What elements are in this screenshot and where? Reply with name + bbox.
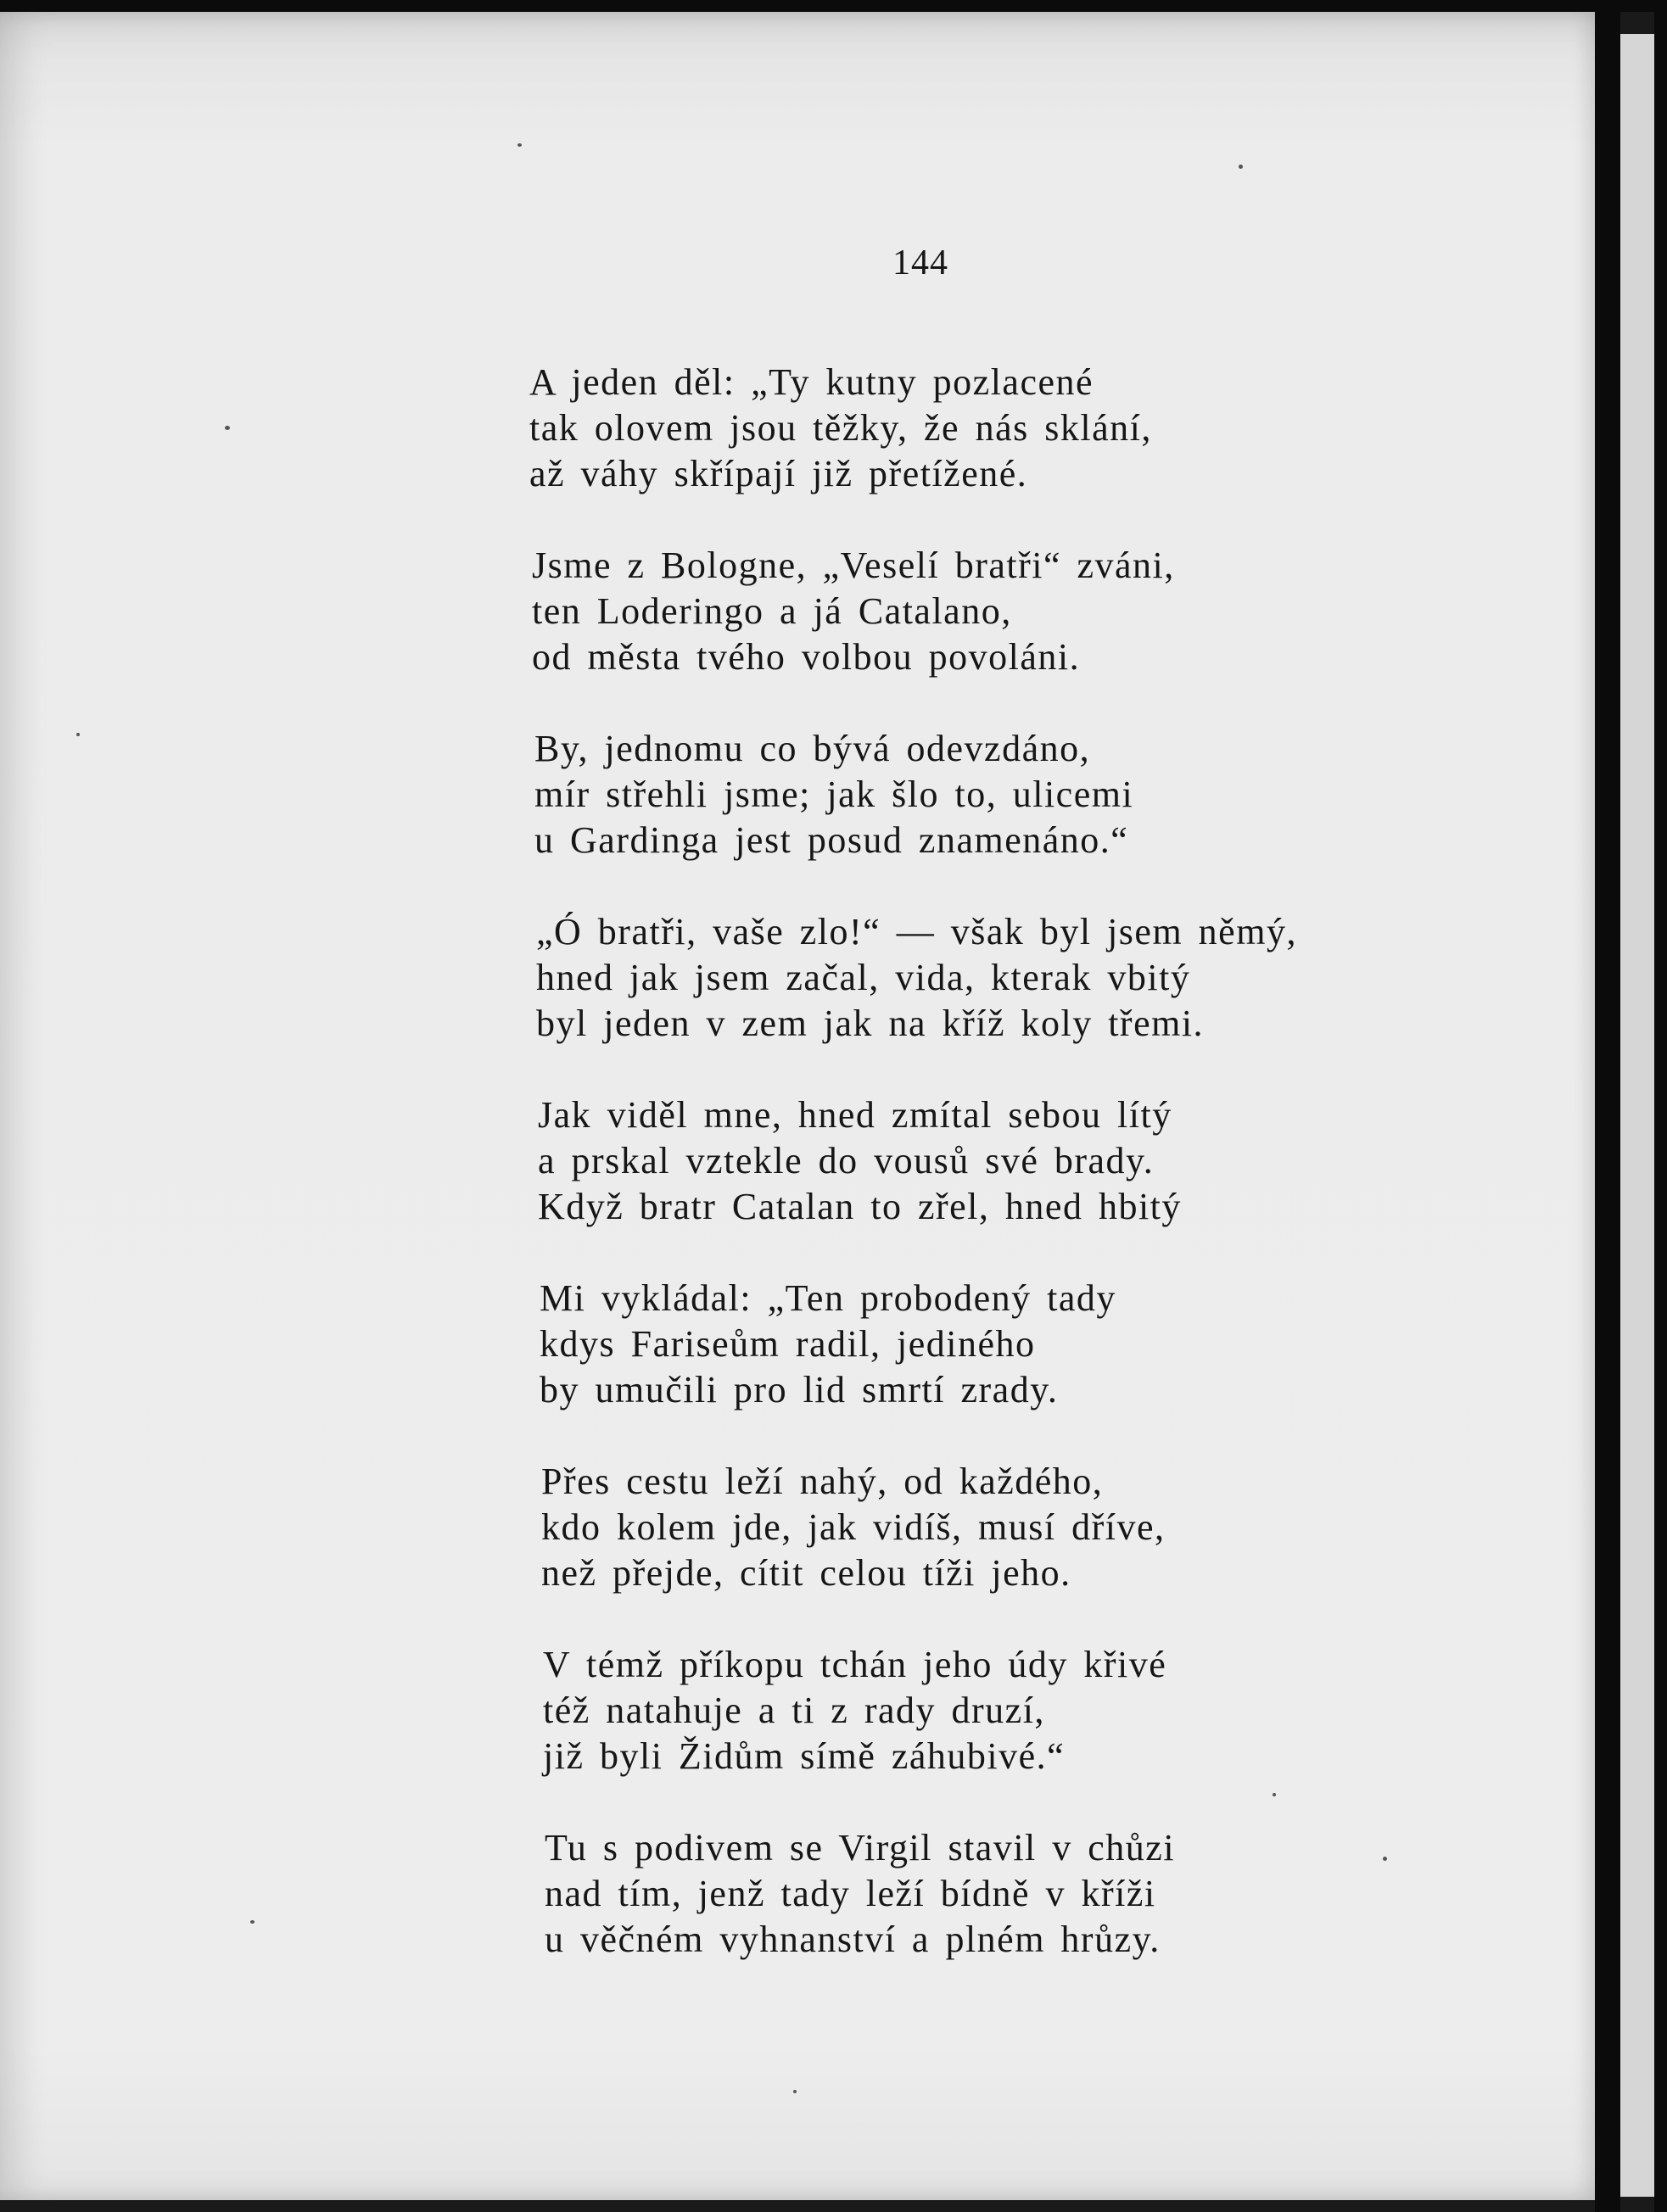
- verse-line: nad tím, jenž tady leží bídně v kříži: [545, 1873, 1156, 1914]
- verse-line: a prskal vztekle do vousů své brady.: [538, 1140, 1155, 1181]
- verse-line: Když bratr Catalan to zřel, hned hbitý: [538, 1186, 1182, 1227]
- verse-line: tak olovem jsou těžky, že nás sklání,: [529, 407, 1152, 449]
- verse-line: „Ó bratři, vaše zlo!“ — však byl jsem němý,: [536, 911, 1297, 952]
- verse-line: u věčném vyhnanství a plném hrůzy.: [545, 1919, 1161, 1960]
- verse-line: byl jeden v zem jak na kříž koly třemi.: [536, 1003, 1205, 1044]
- stanza: [543, 1642, 1166, 1779]
- stanza: [538, 1092, 1182, 1230]
- verse-line: již byli Židům símě záhubivé.“: [543, 1735, 1066, 1777]
- stanza: [541, 1459, 1166, 1596]
- scan-top-edge: [0, 0, 1667, 12]
- verse-line: též natahuje a ti z rady druzí,: [543, 1690, 1045, 1731]
- stanza: [536, 909, 1297, 1047]
- page-number: 144: [892, 243, 948, 282]
- paper-speck: [793, 2090, 797, 2093]
- verse-line: Přes cestu leží nahý, od každého,: [541, 1461, 1104, 1502]
- paper-speck: [225, 426, 230, 430]
- verse-line: kdo kolem jde, jak vidíš, musí dříve,: [541, 1506, 1166, 1548]
- verse-line: mír střehli jsme; jak šlo to, ulicemi: [534, 774, 1134, 815]
- verse-line: Mi vykládal: „Ten probodený tady: [540, 1277, 1116, 1319]
- paper-speck: [76, 733, 80, 736]
- verse-line: kdys Fariseům radil, jediného: [540, 1323, 1036, 1365]
- paper-speck: [250, 1920, 255, 1924]
- verse-line: u Gardinga jest posud znamenáno.“: [534, 819, 1129, 861]
- stanza: [532, 543, 1175, 680]
- scan-right-edge: [1654, 0, 1667, 2212]
- verse-line: až váhy skřípají již přetížené.: [529, 453, 1028, 494]
- verse-line: než přejde, cítit celou tíži jeho.: [541, 1552, 1071, 1594]
- verse-line: ten Loderingo a já Catalano,: [532, 590, 1012, 632]
- adjacent-page-edge: [1620, 34, 1654, 2197]
- paper-speck: [1239, 165, 1243, 169]
- verse-line: od města tvého volbou povoláni.: [532, 636, 1081, 678]
- verse-line: by umučili pro lid smrtí zrady.: [540, 1369, 1059, 1410]
- stanza: [545, 1825, 1175, 1963]
- paper-speck: [517, 143, 522, 147]
- paper-speck: [1383, 1857, 1387, 1861]
- verse-line: By, jednomu co bývá odevzdáno,: [534, 728, 1091, 769]
- book-gutter-shadow: [1595, 0, 1620, 2212]
- verse-line: hned jak jsem začal, vida, kterak vbitý: [536, 957, 1191, 998]
- verse-line: A jeden děl: „Ty kutny pozlacené: [529, 361, 1094, 403]
- paper-speck: [1273, 1793, 1276, 1796]
- stanza: [534, 726, 1133, 863]
- verse-line: V témž příkopu tchán jeho údy křivé: [543, 1644, 1167, 1685]
- stanza: [540, 1276, 1116, 1413]
- verse-line: Jsme z Bologne, „Veselí bratři“ zváni,: [532, 545, 1175, 586]
- verse-line: Tu s podivem se Virgil stavil v chůzi: [545, 1827, 1176, 1868]
- book-page: [0, 12, 1595, 2200]
- verse-line: Jak viděl mne, hned zmítal sebou lítý: [538, 1094, 1172, 1136]
- stanza: [529, 360, 1152, 497]
